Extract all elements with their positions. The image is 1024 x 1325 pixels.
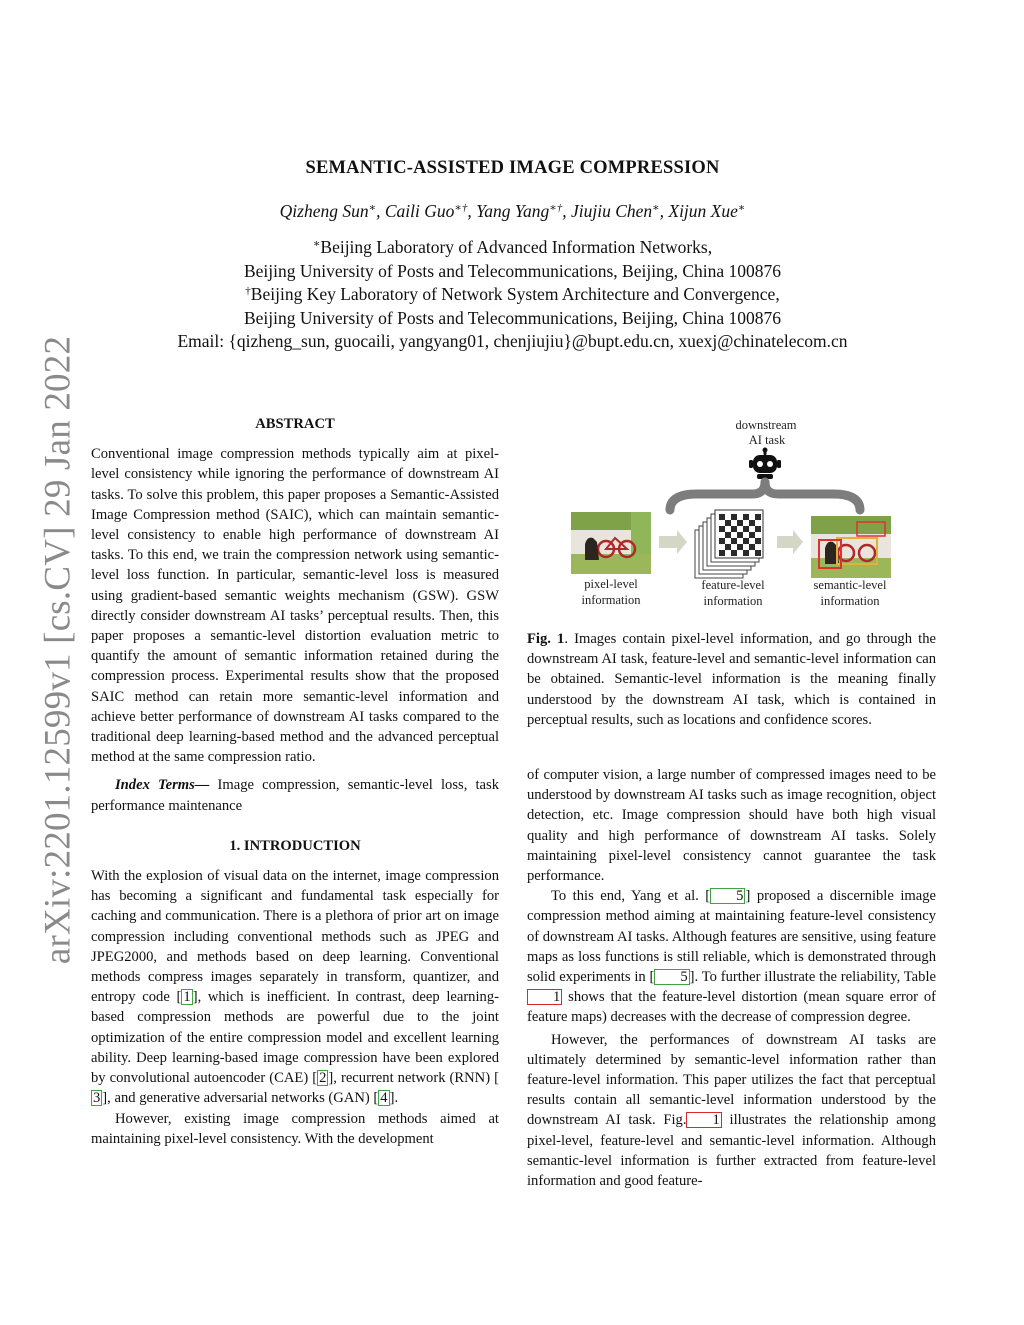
caption-label: Fig. 1 xyxy=(527,631,565,647)
citation-link[interactable]: 3 xyxy=(93,1090,101,1107)
affiliation-line xyxy=(90,236,935,260)
author-list xyxy=(90,201,935,222)
intro-paragraph-2-start: However, existing image compression methods aimed at maintaining pixel-level consistency. With the development xyxy=(91,1110,499,1147)
affiliation-text: Beijing Key Laboratory of Network System Architecture and Convergence, xyxy=(250,284,780,304)
brace-shape xyxy=(670,482,860,510)
semantic-level-image xyxy=(811,516,891,578)
intro-paragraph-4 xyxy=(527,1030,936,1192)
feature-level-label-1: feature-level xyxy=(701,578,765,592)
intro-paragraph-1: With the explosion of visual data on the internet, image compression has becoming a significant and fundamental task especially for caching and communication. There is a plethora of prior art on image compression including conventional methods such as JPEG and JPEG2000, and methods based on deep learning. Conventional methods compress images separately in transform, quantizer, and entropy code [ 1 ], which is inefficient. In contrast, deep learning-based compression methods are powerful due to the joint optimization of the entire compression model and excellent learning ability. Deep learning-based image compression have been explored by convolutional autoencoder (CAE) [ 2 ], recurrent network (RNN) [3 ], and generative adversarial networks (GAN) [ 4 ]. xyxy=(91,868,499,1107)
caption-text: . Images contain pixel-level information, and go through the downstream AI task, feature-level and semantic-level information can be obtained. Semantic-level information is the meaning finally understood by the downstream AI task, which is contained in perceptual results, such as locations and confidence scores. xyxy=(527,631,936,728)
author-mark: ∗ xyxy=(652,202,660,214)
introduction-heading: 1. INTRODUCTION xyxy=(229,837,361,854)
figure-1 xyxy=(527,414,936,614)
arrow-icon xyxy=(777,530,803,554)
semantic-level-label-1: semantic-level xyxy=(813,578,887,592)
arxiv-identifier: arXiv:2201.12599v1 [cs.CV] 29 Jan 2022 xyxy=(37,335,79,965)
citation-link[interactable]: 2 xyxy=(319,1070,327,1087)
affiliations xyxy=(90,236,935,354)
figure-caption xyxy=(527,629,936,730)
feature-level-label-2: information xyxy=(703,594,763,608)
figure-diagram xyxy=(527,414,936,614)
index-terms-text: Image compression, semantic-level loss, task performance maintenance xyxy=(91,777,500,814)
intro-paragraph-3: To this end, Yang et al. [ 5 ] proposed a discernible image compression method aiming at maintaining feature-level consistency of downstream AI tasks. Although features are sensitive, using feature maps as loss functions is still reliable, which is demonstrated through solid experiments in [ 5 ]. To further illustrate the reliability, Table 1 shows that the feature-level distortion (mean square error of feature maps) decreases with the decrease of compression degree. xyxy=(527,888,936,1026)
author-mark: ∗ xyxy=(368,202,377,214)
citation-link[interactable]: 4 xyxy=(380,1090,388,1107)
text-run: . xyxy=(394,1090,399,1107)
abstract-heading: ABSTRACT xyxy=(255,416,335,432)
text-run: With the explosion of visual data on the internet, image compression has becoming a significant and fundamental task especially for caching and communication. There is a plethora of prior art on image compression including conventional methods such as JPEG and JPEG2000, and methods based on deep learning. Conventional methods compress images separately in transform, quantizer, and entropy code xyxy=(91,868,499,1006)
pixel-level-label-2: information xyxy=(581,593,641,607)
paper-title: SEMANTIC-ASSISTED IMAGE COMPRESSION xyxy=(305,158,720,178)
left-column xyxy=(91,414,499,1149)
text-run: , and generative adversarial networks (GAN) xyxy=(107,1090,374,1107)
text-run: shows that the feature-level distortion (mean square error of feature maps) decreases with the decrease of compression degree. xyxy=(527,989,936,1026)
affiliation-line: Beijing University of Posts and Telecommunications, Beijing, China 100876 xyxy=(243,307,781,328)
pixel-level-label-1: pixel-level xyxy=(584,577,638,591)
text-run: proposed a discernible image compression method aiming at maintaining feature-level consistency of downstream AI tasks. Although features are sensitive, using feature maps as loss functions is still reliable, which is demonstrated through solid experiments in xyxy=(527,888,936,986)
text-run: , recurrent network (RNN) xyxy=(333,1070,495,1087)
arrow-icon xyxy=(659,530,687,554)
text-run: . To further illustrate the reliability, Table xyxy=(694,969,936,986)
email-line: Email: {qizheng_sun, guocaili, yangyang01, chenjiujiu}@bupt.edu.cn, xuexj@chinatelecom.cn xyxy=(177,331,848,351)
text-run: However, the performances of downstream AI tasks are ultimately determined by semantic-level information rather than feature-level information. This paper utilizes the fact that perceptual results contain all semantic-level information understood by the downstream AI task. Fig. xyxy=(527,1031,936,1129)
robot-icon xyxy=(749,448,781,480)
paper-header xyxy=(90,158,935,354)
author-mark: ∗† xyxy=(454,202,468,214)
affiliation-text: Beijing Laboratory of Advanced Information Networks, xyxy=(320,237,713,257)
downstream-label-2: AI task xyxy=(748,433,786,447)
citation-link[interactable]: 1 xyxy=(183,989,191,1006)
downstream-label-1: downstream xyxy=(735,418,797,432)
feature-map-stack xyxy=(695,510,763,578)
intro-paragraph-2-continued: of computer vision, a large number of compressed images need to be understood by downstream AI tasks such as image recognition, object detection, etc. Image compression should have both high visual quality and high performance of downstream AI tasks. Solely maintaining pixel-level consistency cannot guarantee the task performance. xyxy=(527,767,936,885)
affiliation-mark: † xyxy=(245,285,251,297)
citation-link[interactable]: 5 xyxy=(654,969,689,985)
author-name: Xijun Xue xyxy=(668,201,738,221)
author-name: Yang Yang xyxy=(476,201,550,221)
affiliation-mark: ∗ xyxy=(312,238,321,250)
affiliation-line: Beijing University of Posts and Telecommunications, Beijing, China 100876 xyxy=(243,260,781,281)
author-separator: , xyxy=(467,201,477,221)
author-mark: ∗ xyxy=(737,202,746,214)
citation-link[interactable]: 5 xyxy=(710,888,745,904)
author-mark: ∗† xyxy=(549,202,563,214)
pixel-level-image xyxy=(571,512,651,574)
semantic-level-label-2: information xyxy=(820,594,880,608)
author-separator: , xyxy=(376,201,385,221)
author-name: Jiujiu Chen xyxy=(570,201,653,221)
text-run: illustrates the relationship among pixel-level, feature-level and semantic-level information. Although semantic-level information is further extracted from feature-level information and good feature- xyxy=(527,1112,936,1190)
right-column xyxy=(527,765,936,1191)
index-terms-label: Index Terms— xyxy=(115,777,210,794)
text-run: , which is inefficient. In contrast, deep learning-based compression methods are powerful due to the joint optimization of the entire compression model and excellent learning ability. Deep learning-based image compression have been explored by convolutional autoencoder (CAE) xyxy=(91,989,499,1087)
author-name: Qizheng Sun xyxy=(279,201,369,221)
affiliation-line xyxy=(90,283,935,307)
author-name: Caili Guo xyxy=(384,201,455,221)
abstract-text: Conventional image compression methods typically aim at pixel-level consistency while ignoring the performance of downstream AI tasks. To solve this problem, this paper proposes a Semantic-Assisted Image Compression method (SAIC), which can maintain semantic-level consistency to enable high performance of downstream AI tasks. To this end, we train the compression network using semantic-level loss function. In particular, semantic-level loss is measured using gradient-based semantic weights mechanism (GSW). GSW directly consider downstream AI tasks’ perceptual results. Then, this paper proposes a semantic-level distortion evaluation metric to quantify the amount of semantic information retained during the compression process. Experimental results show that the proposed SAIC method can retain more semantic-level information and achieve better performance of downstream AI tasks compared to the traditional deep learning-based method and the advanced perceptual method at the same compression ratio. xyxy=(91,446,499,766)
index-terms xyxy=(91,775,499,815)
text-run: To this end, Yang et al. xyxy=(551,888,706,905)
table-link[interactable]: 1 xyxy=(527,989,562,1005)
author-separator: , xyxy=(659,201,669,221)
figure-link[interactable]: 1 xyxy=(686,1112,721,1128)
author-separator: , xyxy=(562,201,571,221)
